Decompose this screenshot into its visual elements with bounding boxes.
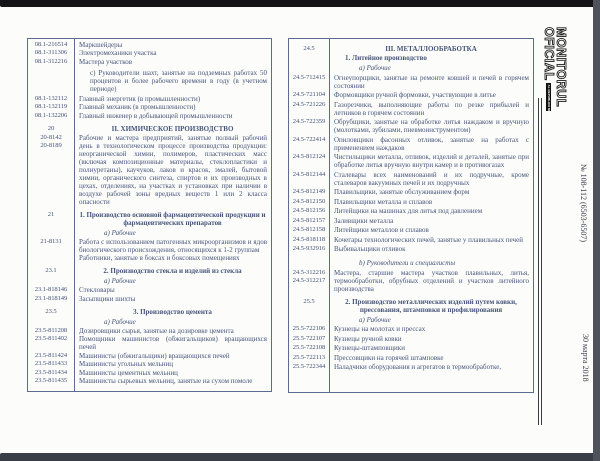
table-row xyxy=(289,118,533,134)
row-code: 25.5-722113 xyxy=(292,353,326,361)
table-row xyxy=(289,136,533,152)
table-row xyxy=(289,236,533,244)
row-text: 2. Производство металлических изделий путем ковки, прессования, штамповки и профилирования xyxy=(345,297,517,314)
table-row xyxy=(289,344,533,352)
row-code: 24.5-712415 xyxy=(292,73,326,81)
row-code: 23.5 xyxy=(45,307,57,315)
row-text: 1. Производство основной фармацевтической продукции и фармацевтических препаратов xyxy=(79,210,266,227)
table-row xyxy=(289,171,533,187)
row-text: Опиловщики фасонных отливок, занятые на работах с применением наждаков xyxy=(334,135,529,152)
row-code: 24.5-812156 xyxy=(292,207,326,214)
row-code: 23.5-811434 xyxy=(34,368,68,376)
table-row xyxy=(28,327,271,335)
row-text: Прессовщики на горячей штамповке xyxy=(334,353,444,362)
row-code: 24.5-812158 xyxy=(292,226,326,233)
row-text: III. МЕТАЛЛООБРАБОТКА xyxy=(385,45,477,53)
row-text: Дозировщики сырья, занятые на дозировке цемента xyxy=(79,326,234,335)
table-row xyxy=(28,58,271,66)
table-row xyxy=(28,308,271,316)
row-text: 1. Литейное производство xyxy=(345,54,427,62)
row-text: а) Рабочие xyxy=(104,277,136,285)
row-text: Главный механик (в промышленности) xyxy=(79,103,196,111)
row-code: 24.5-812150 xyxy=(292,197,326,205)
row-text: Стекловары xyxy=(79,286,115,294)
table-row xyxy=(289,207,533,215)
table-row xyxy=(28,318,271,326)
table-row xyxy=(28,125,271,133)
scan-frame-top xyxy=(0,0,600,7)
row-text: Работники, занятые в боксах и боксовых помещениях xyxy=(79,254,240,262)
table-row xyxy=(28,286,271,294)
row-code: 24.5-312216 24.5-312217 xyxy=(292,268,326,284)
row-text: Выбивальщики отливок xyxy=(334,245,406,253)
row-text: Машинисты сырьевых мельниц, занятые на сухом помоле xyxy=(79,377,253,385)
row-text: 3. Производство цемента xyxy=(133,307,212,316)
row-text: 2. Производство стекла и изделий из стекла xyxy=(103,267,242,275)
table-row xyxy=(289,298,533,314)
row-text: Помощники машинистов (обжигальщиков) вращающихся печей xyxy=(79,335,267,351)
row-text: Засыпщики шихты xyxy=(79,294,136,303)
row-code: 25.5-722107 xyxy=(292,334,326,342)
table-row xyxy=(28,49,271,57)
row-text: Наладчики оборудования и агрегатов в термообработке, xyxy=(334,363,502,371)
row-text: а) Рабочие xyxy=(104,317,136,326)
masthead-line1: MONITORUL xyxy=(554,27,568,107)
row-code: 08.1-312216 xyxy=(34,57,68,65)
row-text: Главный энергетик (в промышленности) xyxy=(79,94,201,103)
row-text: II. ХИМИЧЕСКОЕ ПРОИЗВОДСТВО xyxy=(111,124,234,133)
table-row xyxy=(28,95,271,103)
table-row xyxy=(28,238,271,254)
row-code: 24.5-722414 xyxy=(292,135,326,143)
row-code: 23.5-811402 xyxy=(34,335,68,342)
table-row xyxy=(28,277,271,285)
row-text: Обрубщики, занятые на обработке литья наждаком и вручную (молотками, зубилами, пневмоинструментом) xyxy=(334,118,529,134)
row-text: Мастера, старшие мастера участков плавильных, литья, термообработки, обрубных отделений и участков литейного производства xyxy=(334,268,529,293)
table-row xyxy=(28,103,271,111)
row-code: 23.1 xyxy=(45,267,57,274)
row-code: 23.1-818149 xyxy=(34,294,68,302)
table-row xyxy=(28,134,271,206)
row-code: 23.1-818146 xyxy=(34,286,68,293)
table-row xyxy=(289,153,533,169)
table-row xyxy=(28,360,271,368)
row-text: Кузнецы-штамповщики xyxy=(334,344,405,352)
occupations-table-left xyxy=(27,38,272,392)
row-text: Заливщики металла xyxy=(334,216,394,225)
table-row xyxy=(28,41,271,49)
table-row xyxy=(28,377,271,385)
scan-frame-bottom xyxy=(0,453,600,461)
row-code: 24.5-721104 xyxy=(292,91,326,98)
table-row xyxy=(28,69,271,93)
row-text: Формовщики ручной формовки, участвующие в литье xyxy=(334,91,496,99)
row-code: 24.5-812124 xyxy=(292,153,326,160)
table-row xyxy=(289,217,533,225)
row-code: 24.5-722359 xyxy=(292,118,326,125)
row-code: 24.5-812157 xyxy=(292,216,326,224)
table-row xyxy=(289,64,533,72)
row-code: 20-8142 20-8189 xyxy=(40,133,62,149)
row-text: Главный инженер в добывающей промышленности xyxy=(79,111,233,120)
issue-date: 30 марта 2018 xyxy=(581,334,590,382)
row-text: а) Рабочие xyxy=(359,315,391,324)
row-text: Машинисты (обжигальщики) вращающихся печей xyxy=(79,351,230,360)
row-code: 08.1-216514 xyxy=(34,40,68,48)
row-code: 25.5 xyxy=(303,297,315,305)
row-text: а) Рабочие xyxy=(359,64,391,72)
row-code: 23.5-811208 xyxy=(34,326,68,334)
row-text: Литейщики на машинах для литья под давлением xyxy=(334,207,483,215)
row-text: Электромеханики участка xyxy=(79,49,157,57)
row-text: Кузнецы ручной ковки xyxy=(334,334,402,343)
row-text: Кочегары технологических печей, занятые у плавильных печей xyxy=(334,235,523,244)
table-row xyxy=(28,295,271,303)
table-row xyxy=(289,354,533,362)
row-text: Огнеупорщики, занятые на ремонте ковшей и печей в горячем состоянии xyxy=(334,73,529,90)
row-text: b) Руководители и специалисты xyxy=(359,259,456,267)
table-row xyxy=(289,74,533,90)
row-code: 24.5-721226 xyxy=(292,100,326,108)
row-code: 23.5-811424 xyxy=(34,351,68,359)
row-code: 24.5-812149 xyxy=(292,188,326,195)
row-code: 08.1-132119 xyxy=(34,103,68,110)
row-code: 23.5-811433 xyxy=(34,360,68,367)
row-text: Плавильщики, занятые обслуживанием форм xyxy=(334,188,470,196)
occupations-table-right xyxy=(288,38,534,393)
row-code: 21 xyxy=(47,210,55,218)
issue-number: № 108-112 (6503-6507) xyxy=(579,164,588,242)
row-code: 08.1-132206 xyxy=(34,111,68,119)
row-text: Работа с использованием патогенных микроорганизмов и ядов биологического происхождения, относящихся к 1-2 группам xyxy=(79,237,267,254)
row-code: 24.5-818118 xyxy=(292,235,326,243)
table-row xyxy=(289,363,533,371)
row-text: Сталевары всех наименований и их подручные, кроме сталеваров вакуумных печей и их подручных xyxy=(334,170,529,187)
table-row xyxy=(28,229,271,237)
row-text: с) Руководители шахт, занятые на подземных работах 50 процентов и более рабочего времени в году (в учетном периоде) xyxy=(90,68,267,93)
table-row xyxy=(28,352,271,360)
row-code: 23.5-811435 xyxy=(34,377,68,384)
row-text: Плавильщики металла и сплавов xyxy=(334,197,433,206)
masthead-line2: OFICIALAL REPUBLICII MOLDOVA xyxy=(542,27,556,124)
row-code: 25.5-722106 xyxy=(292,325,326,332)
table-row xyxy=(289,316,533,324)
scan-frame-right xyxy=(593,0,600,461)
table-row xyxy=(289,101,533,117)
row-text: Рабочие и мастера предприятий, занятые полный рабочий день в технологическом процессе производства продукции: неорганической химии, полимеров, пластических масс (включая композиционные материалы, стеклопластики и полиуретаны), каучуков, лаков и красок, эмалей, бытовой химии, органического синтеза, спиртов и их производных в цехах, отделениях, на участках и установках при наличии в воздухе рабочей зоны вредных веществ 1 или 2 класса опасности xyxy=(79,133,267,206)
row-text: Машинисты угольных мельниц xyxy=(79,360,174,368)
row-code: 24.5 xyxy=(303,45,315,52)
row-text: Машинисты цементных мельниц xyxy=(79,368,178,377)
margin-divider-line xyxy=(538,98,542,425)
masthead-badge: AL REPUBLICII MOLDOVA xyxy=(547,84,551,124)
row-text: Литейщики металлов и сплавов xyxy=(334,226,429,234)
table-row xyxy=(289,269,533,293)
table-row xyxy=(289,335,533,343)
table-row xyxy=(289,245,533,253)
table-row xyxy=(28,112,271,120)
row-text: Кузнецы на молотах и прессах xyxy=(334,325,426,333)
table-row xyxy=(28,267,271,275)
table-row xyxy=(289,188,533,196)
row-text: Мастера участков xyxy=(79,57,133,66)
table-row xyxy=(289,325,533,333)
table-row xyxy=(28,254,271,262)
row-text: Чистильщики металла, отливок, изделий и деталей, занятые при обработке литья вручную внутри камер и в противогазах xyxy=(334,153,529,169)
table-row xyxy=(289,45,533,53)
row-code: 20 xyxy=(47,124,55,132)
row-code: 08.1-311306 xyxy=(34,49,68,56)
row-code: 25.5-722344 xyxy=(292,363,326,370)
table-row xyxy=(289,198,533,206)
table-row xyxy=(28,211,271,227)
table-row xyxy=(289,226,533,234)
table-row xyxy=(28,335,271,351)
row-text: Маркшейдеры xyxy=(79,40,123,49)
row-text: Газорезчики, выполняющие работы по резке прибылей и летников в горячем состоянии xyxy=(334,100,529,117)
table-row xyxy=(289,91,533,99)
row-code: 24.5-812144 xyxy=(292,170,326,178)
table-row xyxy=(289,54,533,62)
row-text: а) Рабочие xyxy=(104,228,136,237)
row-code: 25.5-722108 xyxy=(292,344,326,351)
masthead-logo xyxy=(539,27,568,124)
row-code: 21-8131 xyxy=(40,237,62,245)
table-row xyxy=(28,369,271,377)
table-row xyxy=(289,259,533,267)
row-code: 08.1-132112 xyxy=(34,94,68,102)
row-code: 24.5-932916 xyxy=(292,245,326,252)
